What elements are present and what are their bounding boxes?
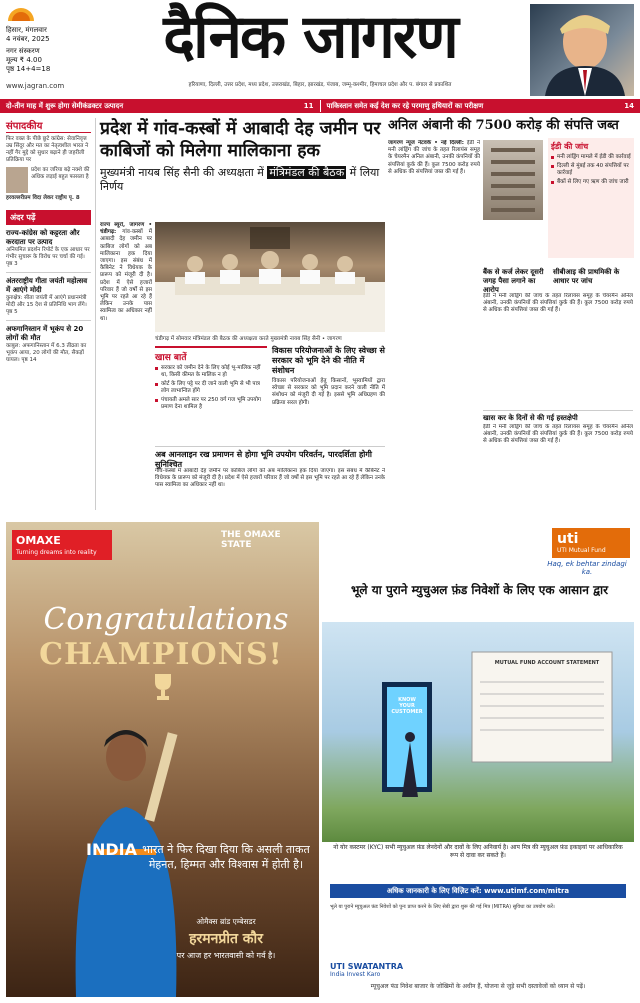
ed-point: बैंकों से लिए गए ऋण की जांच जारी: [551, 179, 631, 186]
key-point: सरकार को जमीन देने के लिए कोई भू-मालिक नहीं था, किसी कीमत के मालिक न हो: [155, 365, 267, 379]
lead-body: गांव-कस्बों में आबादी देह जमीन पर काबिज लोगों को अब मालिकाना हक दिया जाएगा। इस संबंध में कैबिनेट ने विधेयक के प्रारूप को मंजूरी दी है। प्रदेश में ऐसे हजारों परिवार हैं जो वर्षों से इस भूमि पर रहते आ रहे हैं लेकिन उनके पास स्वामित्व का अधिकार नहीं था।: [100, 229, 152, 322]
masthead: [0, 0, 640, 98]
edition-label: नगर संस्करण: [6, 47, 40, 55]
key-points-box: [155, 346, 267, 413]
side-story-headline[interactable]: विकास परियोजनाओं के लिए स्वेच्छा से सरकार को भूमि देने की नीति में संशोधन: [272, 346, 385, 375]
ed-probe-box: [548, 138, 634, 258]
omaxe-advertisement[interactable]: [6, 522, 319, 997]
right-body: ईडी ने मनी लांड्रिंग की जांच के तहत रिलायंस समूह के चेयरमैन अनिल अंबानी, उनकी कंपनियों की संपत्तियां कुर्क की हैं। कुल 7500 करोड़ रुपये से अधिक की संपत्तियां जब्त की गई हैं।: [388, 140, 480, 175]
story2-headline[interactable]: बैंक से कर्ज लेकर दूसरी जगह पैसा लगाने का आरोप: [483, 268, 544, 294]
subhead-pre: मुख्यमंत्री नायब सिंह सैनी की अध्यक्षता में: [100, 166, 268, 179]
omaxe-ambassador-name: हरमनप्रीत कौर: [189, 931, 263, 947]
divider: [6, 320, 91, 321]
inside-heading: अंदर पढ़ें: [6, 210, 91, 225]
brief-item[interactable]: [6, 325, 91, 364]
teaser-right-page: 14: [624, 101, 634, 110]
story3-headline[interactable]: सीबीआइ की प्राथमिकी के आधार पर जांच: [553, 268, 620, 285]
lead-dateline: राज्य ब्यूरो, जागरण • चंडीगढ़:: [100, 222, 152, 236]
newspaper-title: दैनिक जागरण: [163, 2, 457, 72]
congrats-text: Congratulations: [43, 602, 289, 637]
right-story-body-3: ईडी ने मनी लांड्रिंग की जांच के तहत रिलायंस समूह के चेयरमैन अनिल अंबानी, उनकी कंपनियों की संपत्तियां कुर्क की हैं। कुल 7500 करोड़ रुपये से अधिक की संपत्तियां जब्त की गई हैं।: [483, 424, 633, 445]
right-dateline: जागरण न्यूज नेटवर्क • नई दिल्ली:: [388, 140, 464, 146]
editorial-line-3: अधिक लड़ाई बहुत फासला है: [31, 174, 89, 180]
divider: [6, 272, 91, 273]
side-story-body: विकास परियोजनाओं हेतु किसानों, भूस्वामियों द्वारा स्वेच्छा से सरकार को भूमि प्रदान करने वाली नीति में संशोधन को मंजूरी दी गई है। इससे भूमि अधिग्रहण की प्रक्रिया सरल होगी।: [272, 378, 385, 406]
lead-body-column: [100, 222, 152, 507]
brief-body: कुरुक्षेत्र: सीता जयंती में आएंगे प्रधानमंत्री मोदी और 15 देश से प्रतिनिधि भाग लेंगे। पृष्ठ 5: [6, 295, 87, 315]
teaser-left-text: दो-तीन माह में शुरू होगा सेमीकंडक्टर उत्पादन: [6, 101, 124, 110]
right-story-body: [388, 140, 480, 320]
story4-headline[interactable]: खास कर के दिनों से की गई हस्तक्षेपी: [483, 410, 633, 423]
bottom-story-body: गांव-कस्बों में आबादी देह जमीन पर काबिज लोगों को अब मालिकाना हक दिया जाएगा। इस संबंध में कैबिनेट ने विधेयक के प्रारूप को मंजूरी दी है। प्रदेश में ऐसे हजारों परिवार हैं जो वर्षों से इस भूमि पर रहते आ रहे हैं लेकिन उनके पास स्वामित्व का अधिकार नहीं था।: [155, 468, 385, 489]
side-story: [272, 346, 385, 407]
jersey-text: INDIA: [86, 840, 137, 859]
bottom-story-headline[interactable]: अब आनलाइन रख प्रमाणन से होगा भूमि उपयोग परिवर्तन, पारदर्शिता होगी सुनिश्चित: [155, 446, 385, 470]
omaxe-footer: पर आज हर भारतवासी को गर्व है।: [176, 951, 276, 960]
pages-label: पृष्ठ 14+4=18: [6, 65, 51, 73]
key-point: कोर्ट के लिए पट्टे पर दी जाने वाली भूमि से भी पात्र लोग लाभान्वित होंगे: [155, 381, 267, 395]
brief-title: अंतरराष्ट्रीय गीता जयंती महोत्सव में आएंगे मोदी: [6, 277, 88, 294]
omaxe-brand: OMAXE: [16, 534, 61, 547]
key-points-title: खास बातें: [155, 353, 187, 363]
uti-headline: भूले या पुराने म्युचुअल फ़ंड निवेशों के लिए एक आसान द्वार: [350, 583, 609, 597]
uti-swatantra-name: UTI SWATANTRA: [330, 962, 404, 971]
omaxe-ambassador-label: ओमैक्स ब्रांड एम्बेसडर: [196, 917, 256, 926]
uti-logo: [552, 528, 630, 558]
sun-logo-icon: [6, 6, 36, 22]
teaser-right[interactable]: [321, 102, 640, 111]
lead-headline[interactable]: प्रदेश में गांव-कस्बों में आबादी देह जमीन पर काबिजों को मिलेगा मालिकाना हक: [100, 119, 381, 161]
uti-brand: uti: [557, 531, 579, 547]
editorial-line-1: फिर वक्त के पीछे छूटे कांग्रेस: सेवानिवृत्त उम्र सिंदूर और मत का नेतृत्वशील भारत ने नहीं गैर मुद्दे को सुधार बढ़ाने ही जहरीली प्रतिक्रिया पर: [6, 136, 89, 163]
uti-fine-print: भूले या पुराने म्युचुअल फ़ंड निवेशों को पुनः प्राप्त करने के लिए सेबी द्वारा शुरू की गई मित्र (MITRA) सुविधा का उपयोग करें।: [330, 904, 555, 910]
uti-advertisement[interactable]: [322, 522, 634, 997]
teaser-right-text: पाकिस्तान समेत कई देश कर रहे परमाणु हथियारों का परीक्षण: [326, 101, 484, 110]
lead-story: [100, 118, 385, 510]
lead-subhead: [100, 166, 385, 194]
brief-item[interactable]: [6, 229, 91, 268]
uti-swatantra-sub: India Invest Karo: [330, 971, 381, 978]
statement-title: MUTUAL FUND ACCOUNT STATEMENT: [494, 660, 600, 666]
masthead-photo: [530, 4, 634, 96]
omaxe-message: भारत ने फिर दिखा दिया कि असली ताकत मेहनत, हिम्मत और विश्वास में होती है।: [142, 843, 310, 871]
door-text: KNOW YOUR CUSTOMER: [391, 697, 423, 715]
omaxe-tagline: Turning dreams into reality: [16, 549, 97, 556]
teaser-left-page: 11: [303, 101, 314, 110]
editorial-line-2: प्रदेश का जरिया बढ़े नक्शे की: [31, 167, 90, 173]
subhead-post: में लिया निर्णय: [100, 166, 380, 193]
uti-illustration: [322, 622, 634, 842]
right-column: [388, 118, 634, 510]
omaxe-state-logo: THE OMAXE STATE: [221, 530, 281, 550]
subhead-highlight: मंत्रिमंडल की बैठक: [269, 166, 345, 179]
right-story-body-2: ईडी ने मनी लांड्रिंग की जांच के तहत रिलायंस समूह के चेयरमैन अनिल अंबानी, उनकी कंपनियों की संपत्तियां कुर्क की हैं। कुल 7500 करोड़ रुपये से अधिक की संपत्तियां जब्त की गई हैं।: [483, 293, 633, 314]
masthead-info: [6, 26, 86, 74]
uti-tagline: Haq, ek behtar zindagi ka.: [547, 560, 627, 576]
ed-point: दिल्ली से मुंबई तक 40 संपत्तियों पर कार्रवाई: [551, 163, 631, 177]
editorial-sign: हरवल्लरीप्रम विदा लेकर राष्ट्रीय पृ. 8: [6, 195, 80, 201]
right-headline[interactable]: अनिल अंबानी की 7500 करोड़ की संपत्ति जब्त: [388, 118, 619, 133]
cabinet-meeting-photo: [155, 222, 385, 332]
brief-body: अनियमित प्रदर्शन रिपोर्ट के एक आधार पर गंभीर सुचारू के विरोध पर चर्चा की गई। पृष्ठ 3: [6, 247, 90, 267]
omaxe-logo: [12, 530, 112, 560]
key-point: पंचायती अमले सार पर 250 वर्ग गज भूमि उपयोग प्रमाण देना शामिल है: [155, 397, 267, 411]
price-label: मूल्य ₹ 4.00: [6, 56, 42, 64]
editorial-heading: संपादकीय: [6, 118, 91, 133]
top-teaser-strip: [0, 99, 640, 113]
uti-brand-sub: UTI Mutual Fund: [557, 547, 606, 554]
uti-disclaimer: म्यूचुअल फंड निवेश बाजार के जोखिमों के अधीन हैं, योजना से जुड़े सभी दस्तावेजों को ध्यान से पढ़ें।: [370, 983, 586, 990]
uti-swatantra-logo: [330, 962, 420, 978]
avatar: [6, 167, 28, 193]
editions-line: हरियाणा, दिल्ली, उत्तर प्रदेश, मध्य प्रदेश, उत्तराखंड, बिहार, झारखंड, पंजाब, जम्मू-कश्मीर, हिमाचल प्रदेश और प. बंगाल से प्रकाशित: [188, 82, 452, 88]
ed-box-title: ईडी की जांच: [551, 142, 589, 151]
ed-point: मनी लांड्रिंग मामले में ईडी की कार्रवाई: [551, 154, 631, 161]
champions-text: CHAMPIONS!: [39, 637, 283, 672]
location-date: हिसार, मंगलवार 4 नवंबर, 2025: [6, 26, 50, 43]
uti-body-text: नो योर कस्टमर (KYC) सभी म्युचुअल फ़ंड लेनदेनों और दावों के लिए अनिवार्य है। आप मित्र की म्युचुअल फ़ंड इकाइयां पर आधिकारिक रूप से दावा कर सकते हैं।: [333, 844, 623, 859]
building-photo: [483, 140, 543, 220]
brief-item[interactable]: [6, 277, 91, 316]
brief-title: अफगानिस्तान में भूकंप से 20 लोगों की मौत: [6, 325, 84, 342]
brief-title: राज्य-कांग्रेस को कट्टरता और करदाता पर उत्पाद: [6, 229, 80, 246]
teaser-left[interactable]: [0, 102, 320, 111]
trophy-icon: [151, 672, 175, 702]
photo-caption: चंडीगढ़ में सोमवार मंत्रिमंडल की बैठक की अध्यक्षता करते मुख्यमंत्री नायब सिंह सैनी • जागरण: [155, 336, 342, 342]
left-column: [6, 118, 96, 510]
brief-body: काबुल: अफगानिस्तान में 6.3 तीव्रता का भूकंप आया, 20 लोगों की मौत, सैकड़ों घायल। पृष्ठ 14: [6, 343, 87, 363]
website-url[interactable]: www.jagran.com: [6, 82, 65, 90]
uti-cta-link[interactable]: अधिक जानकारी के लिए विज़िट करें: www.utimf.com/mitra: [330, 884, 626, 898]
